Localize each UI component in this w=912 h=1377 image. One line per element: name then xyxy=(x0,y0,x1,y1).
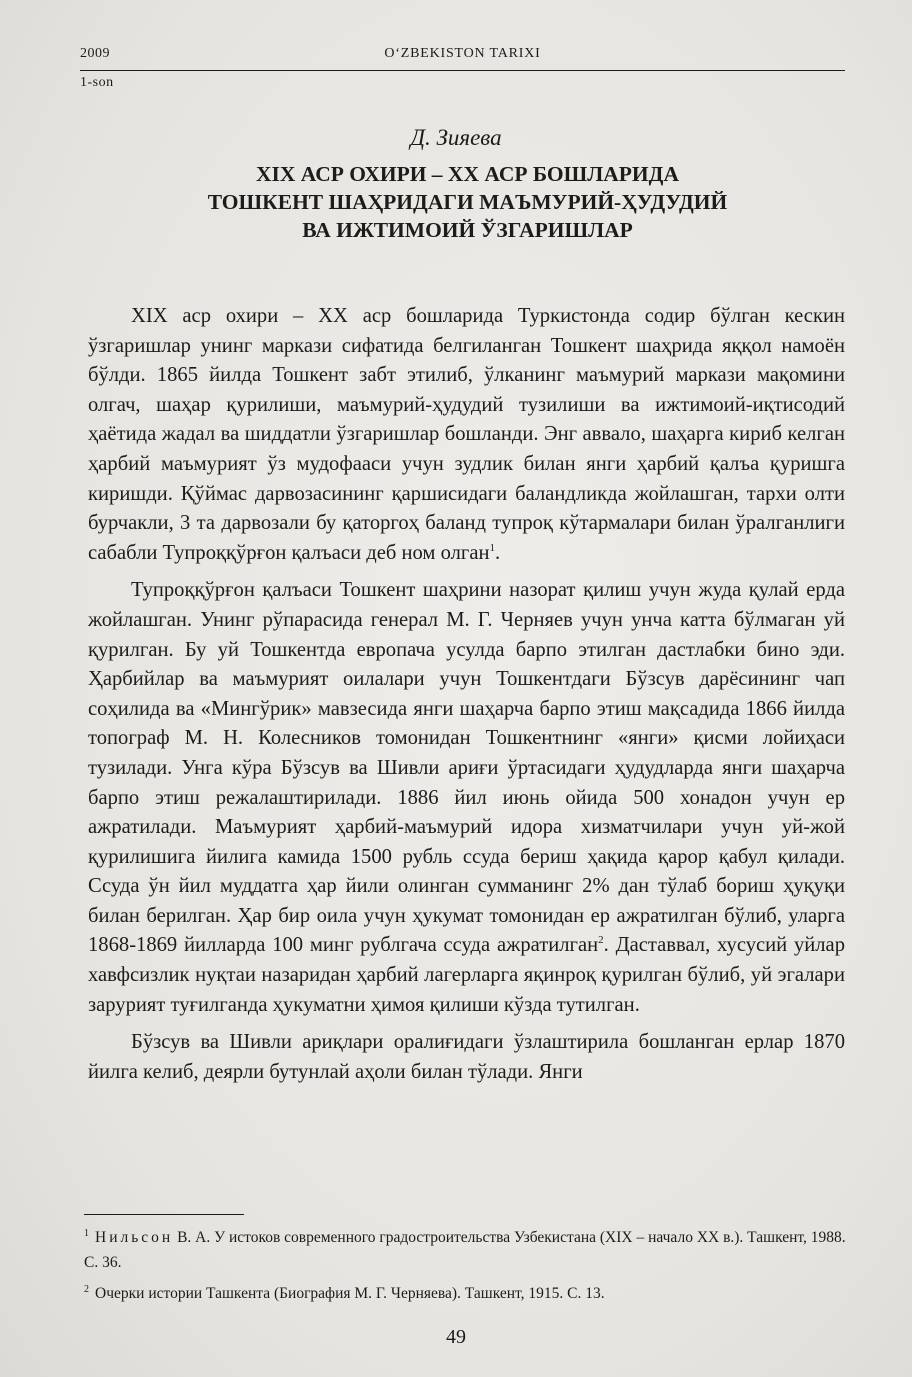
paragraph-2 xyxy=(88,576,845,1020)
header-rule xyxy=(80,70,845,71)
title-line-1: XIX АСР ОХИРИ – XX АСР БОШЛАРИДА xyxy=(256,162,679,186)
footnote-rule xyxy=(84,1214,244,1215)
footnote-1-author: Нильсон xyxy=(95,1229,174,1247)
header-year: 2009 xyxy=(80,46,110,61)
article-body xyxy=(88,302,845,1095)
page-number: 49 xyxy=(446,1326,466,1348)
paragraph-3 xyxy=(88,1028,845,1087)
footnote-2 xyxy=(84,1277,846,1306)
paragraph-1-end: . xyxy=(495,541,501,564)
header-journal-title: O‘ZBEKISTON TARIXI xyxy=(384,46,541,61)
paragraph-2-end: . Даставвал, хусусий уйлар хавфсизлик нуқтаи назаридан ҳарбий лагерларга яқинроқ қурилган бўлиб, уй эгалари зарурият туғилганда ҳукуматни ҳимоя қилиши кўзда тутилган. xyxy=(88,934,845,1016)
footnotes xyxy=(84,1221,846,1308)
footnote-1-number: 1 xyxy=(84,1228,89,1239)
paragraph-1 xyxy=(88,302,845,568)
title-line-2: ТОШКЕНТ ШАҲРИДАГИ МАЪМУРИЙ-ҲУДУДИЙ xyxy=(207,190,728,214)
footnote-1-text: В. А. У истоков современного градостроительства Узбекистана (XIX – начало XX в.). Ташкент, 1988. С. 36. xyxy=(84,1229,846,1272)
article-title xyxy=(90,160,845,244)
footnote-ref-2: 2 xyxy=(598,934,604,947)
footnote-2-number: 2 xyxy=(84,1284,89,1296)
paragraph-1-text: XIX аср охири – XX аср бошларида Туркистонда содир бўлган кескин ўзгаришлар унинг маркази сифатида белгиланган Тошкент шаҳрида яққол намоён бўлди. 1865 йилда Тошкент забт этилиб, ўлканинг маъмурий маркази мақомини олгач, шаҳар қурилиши, маъмурий-ҳудудий тузилиши ва ижтимоий-иқтисодий ҳаётида жадал ва шиддатли ўзгаришлар бошланди. Энг аввало, шаҳарга кириб келган ҳарбий маъмурият ўз мудофааси учун зудлик билан янги ҳарбий қалъа қуришга киришди. Қўймас дарвозасининг қаршисидаги баландликда жойлашган, тархи олти бурчакли, 3 та дарвозали бу қаторгоҳ баланд тупроқ кўтармалари билан ўралганлиги сабабли Тупроққўрғон қалъаси деб ном олган xyxy=(88,305,845,564)
header-issue: 1-son xyxy=(80,75,114,90)
footnote-2-text: Очерки истории Ташкента (Биография М. Г. Черняева). Ташкент, 1915. С. 13. xyxy=(95,1285,605,1303)
paragraph-3-text: Бўзсув ва Шивли ариқлари оралиғидаги ўзлаштирила бошланган ерлар 1870 йилга келиб, деярли бутунлай аҳоли билан тўлади. Янги xyxy=(88,1031,845,1083)
footnote-1 xyxy=(84,1221,846,1275)
footnote-ref-1: 1 xyxy=(489,541,496,554)
article-author: Д. Зияева xyxy=(410,125,502,150)
title-line-3: ВА ИЖТИМОИЙ ЎЗГАРИШЛАР xyxy=(302,218,633,242)
paragraph-2-text: Тупроққўрғон қалъаси Тошкент шаҳрини назорат қилиш учун жуда қулай ерда жойлашган. Унинг рўпарасида генерал М. Г. Черняев учун унча катта бўлмаган уй қурилган. Бу уй Тошкентда европача усулда барпо этилган дастлабки бино эди. Ҳарбийлар ва маъмурият оилалари учун Тошкентдаги Бўзсув дарёсининг чап соҳилида ва «Мингўрик» мавзесида янги шаҳарча барпо этиш мақсадида 1866 йилда топограф М. Н. Колесников томонидан Тошкентнинг «янги» қисми лойиҳаси тузилади. Унга кўра Бўзсув ва Шивли ариғи ўртасидаги ҳудудларда янги шаҳарча барпо этиш режалаштирилади. 1886 йил июнь ойида 500 хонадон учун ер ажратилади. Маъмурият ҳарбий-маъмурий идора хизматчилари учун уй-жой қурилишига йилига камида 1500 рубль ссуда бериш ҳақида қарор қабул қилади. Ссуда ўн йил муддатга ҳар йили олинган сумманинг 2% дан тўлаб бориш ҳуқуқи билан берилган. Ҳар бир оила учун ҳукумат томонидан ер ажратилган бўлиб, уларга 1868-1869 йилларда 100 минг рублгача ссуда ажратилган xyxy=(88,579,845,957)
